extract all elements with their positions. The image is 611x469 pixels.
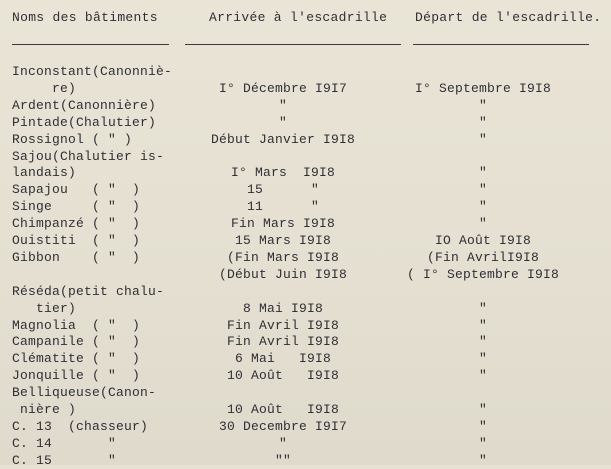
row-name: Ardent(Canonnière) (12, 98, 157, 113)
header-rule-2 (185, 44, 401, 45)
row-arrival: I° Décembre I9I7 (218, 81, 348, 96)
row-departure: " (478, 453, 487, 468)
row-arrival: 10 Août I9I8 (226, 402, 340, 417)
row-arrival: I° Mars I9I8 (230, 165, 336, 180)
row-departure: " (478, 334, 487, 349)
row-departure: " (478, 182, 487, 197)
row-name: Réséda(petit chalu- (12, 284, 165, 299)
row-arrival: 15 " (246, 182, 319, 197)
row-departure: IO Août I9I8 (434, 233, 531, 248)
row-departure: " (478, 402, 487, 417)
row-departure: " (478, 318, 487, 333)
row-name: Magnolia ( " ) (12, 318, 141, 333)
header-arrival: Arrivée à l'escadrille (209, 10, 388, 25)
header-rule-1 (12, 44, 169, 45)
row-arrival: Fin Mars I9I8 (230, 216, 336, 231)
row-name: Ouistiti ( " ) (12, 233, 141, 248)
row-arrival: Début Janvier I9I8 (210, 132, 356, 147)
row-departure: " (478, 199, 487, 214)
row-departure: " (478, 216, 487, 231)
row-name: Chimpanzé ( " ) (12, 216, 141, 231)
row-departure: I° Septembre I9I8 (414, 81, 552, 96)
row-arrival: 8 Mai I9I8 (242, 301, 323, 316)
row-name: Jonquille ( " ) (12, 368, 141, 383)
row-departure: (Fin AvrilI9I8 (426, 250, 540, 265)
row-departure: " (478, 132, 487, 147)
row-name: Inconstant(Canonniè- (12, 64, 173, 79)
row-arrival: 15 Mars I9I8 (234, 233, 331, 248)
row-name: landais) (12, 165, 77, 180)
row-arrival: 30 Decembre I9I7 (218, 419, 348, 434)
row-arrival: " (278, 98, 287, 113)
row-name: Campanile ( " ) (12, 334, 141, 349)
row-arrival: " (278, 115, 287, 130)
row-arrival: (Fin Mars I9I8 (226, 250, 340, 265)
row-departure: " (478, 351, 487, 366)
row-arrival: " (278, 436, 287, 451)
row-name: Pintade(Chalutier) (12, 115, 157, 130)
row-name: re) (12, 81, 77, 96)
row-departure: " (478, 115, 487, 130)
row-departure: " (478, 368, 487, 383)
row-departure: " (478, 301, 487, 316)
row-name: nière ) (12, 402, 77, 417)
row-name: Singe ( " ) (12, 199, 141, 214)
row-arrival: (Début Juin I9I8 (218, 267, 348, 282)
row-arrival: 6 Mai I9I8 (234, 351, 331, 366)
header-name: Noms des bâtiments (12, 10, 158, 25)
header-rule-3 (413, 44, 589, 45)
row-departure: " (478, 98, 487, 113)
row-name: Sapajou ( " ) (12, 182, 141, 197)
row-departure: " (478, 419, 487, 434)
row-arrival: "" (274, 453, 291, 468)
row-departure: " (478, 165, 487, 180)
row-departure: ( I° Septembre I9I8 (406, 267, 560, 282)
row-name: Gibbon ( " ) (12, 250, 141, 265)
row-departure: " (478, 436, 487, 451)
row-name: Clématite ( " ) (12, 351, 141, 366)
row-name: Rossignol ( " ) (12, 132, 133, 147)
header-departure: Départ de l'escadrille. (415, 10, 602, 25)
row-name: Sajou(Chalutier is- (12, 149, 165, 164)
row-arrival: Fin Avril I9I8 (226, 334, 340, 349)
row-arrival: 11 " (246, 199, 319, 214)
row-name: C. 15 " (12, 453, 117, 468)
row-name: C. 13 (chasseur) (12, 419, 149, 434)
row-name: tier) (12, 301, 77, 316)
row-arrival: Fin Avril I9I8 (226, 318, 340, 333)
row-arrival: 10 Août I9I8 (226, 368, 340, 383)
row-name: Belliqueuse(Canon- (12, 385, 157, 400)
row-name: C. 14 " (12, 436, 117, 451)
